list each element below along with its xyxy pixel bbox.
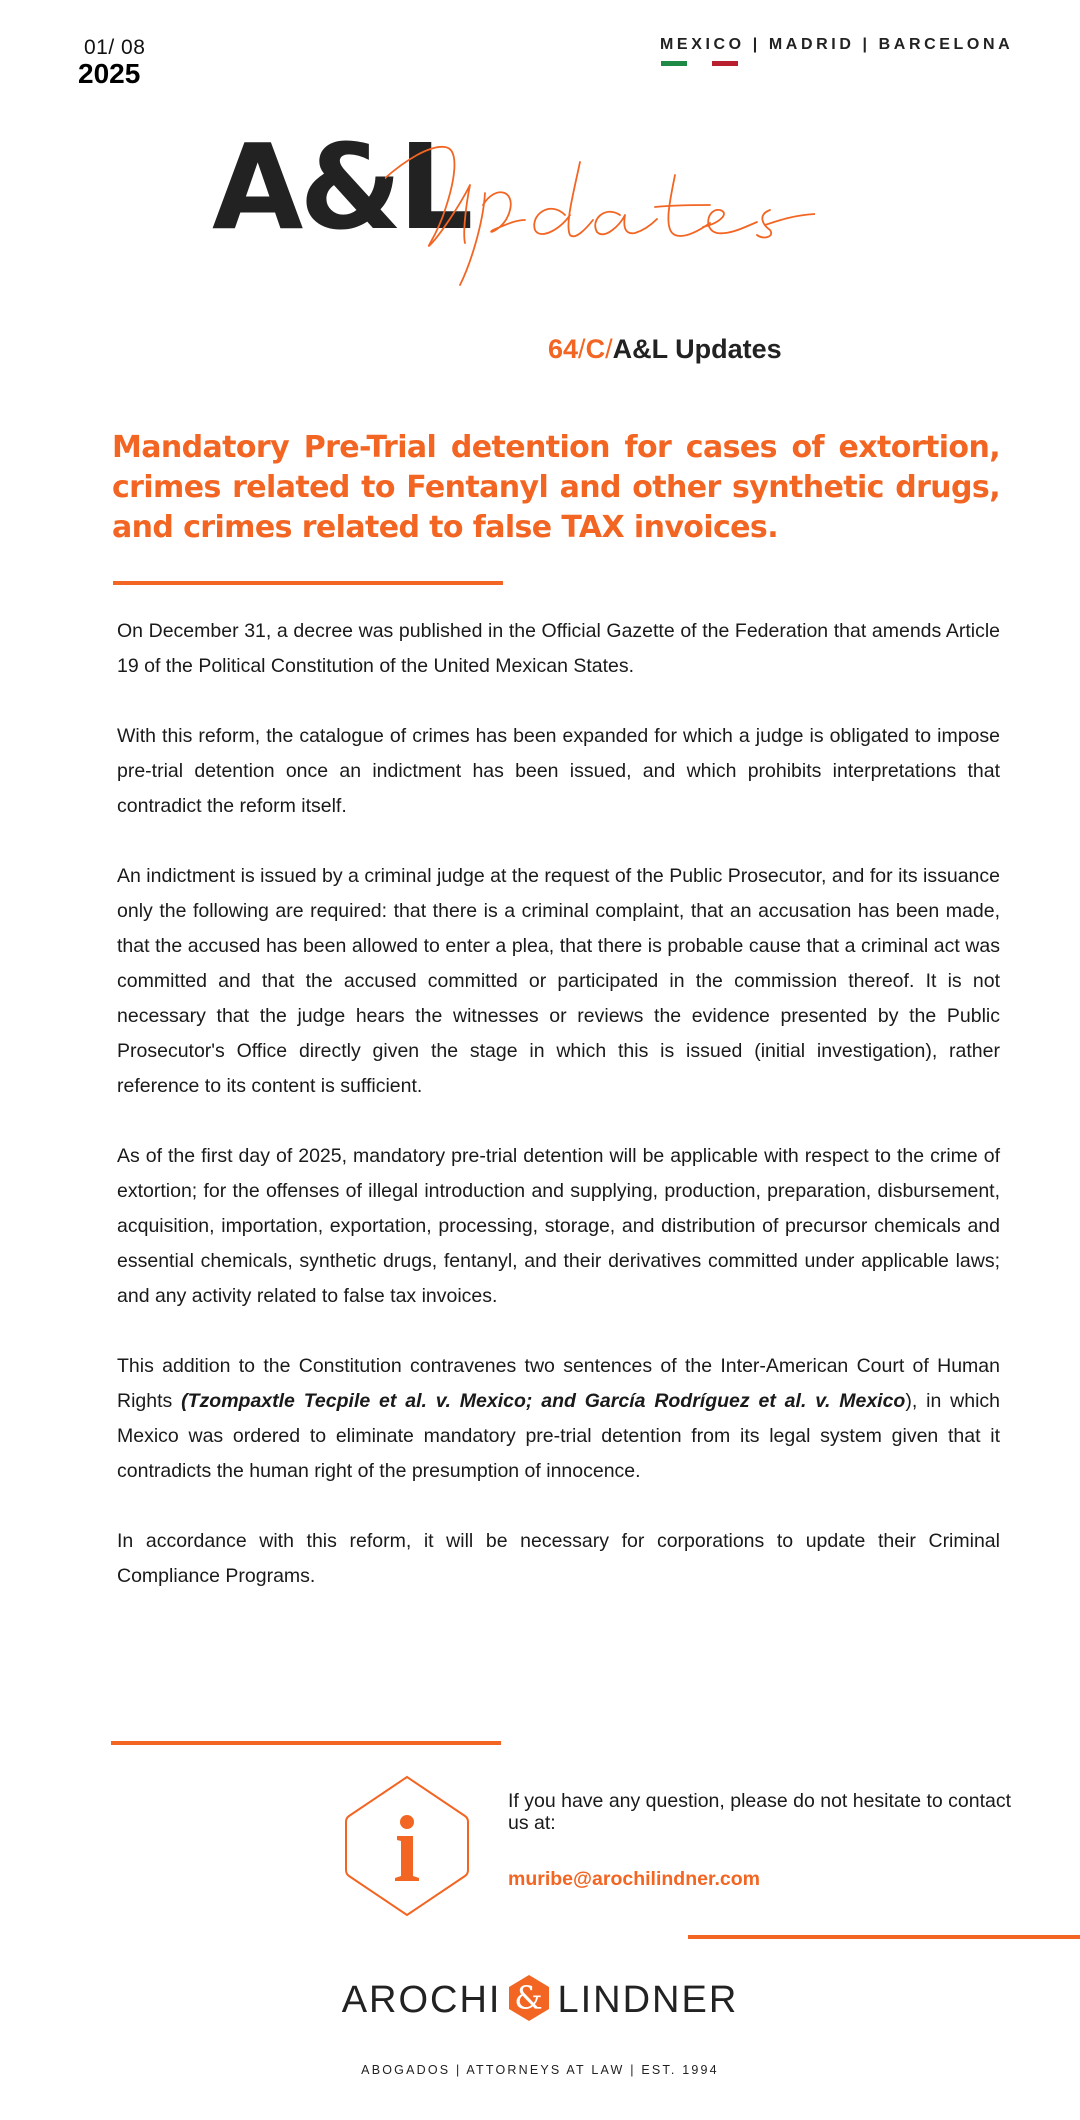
issue-subtitle	[548, 334, 782, 365]
article-title: Mandatory Pre-Trial detention for cases of extortion, crimes related to Fentanyl and other synthetic drugs, and crimes related to false TAX invoices.	[112, 430, 1000, 545]
paragraph: With this reform, the catalogue of crimes has been expanded for which a judge is obligated to impose pre-trial detention once an indictment has been issued, and which prohibits interpretations that contradict the reform itself.	[117, 725, 1000, 817]
paragraph-text: This addition to the Constitution contravenes two sentences of the Inter-American Court of Human Rights	[117, 1355, 1000, 1412]
firm-tagline: ABOGADOS | ATTORNEYS AT LAW | EST. 1994	[361, 2063, 719, 2077]
ampersand-hexagon-icon	[507, 1974, 551, 2022]
article-body	[117, 614, 1000, 1594]
case-citation: (Tzompaxtle Tecpile et al. v. Mexico; and García Rodríguez et al. v. Mexico	[181, 1390, 906, 1412]
divider	[688, 1935, 1080, 1939]
paragraph: As of the first day of 2025, mandatory pre-trial detention will be applicable with respect to the crime of extortion; for the offenses of illegal introduction and supplying, production, preparation, disbursement, acquisition, importation, exportation, processing, storage, and distribution of precursor chemicals and essential chemicals, synthetic drugs, fentanyl, and their derivatives committed under applicable laws; and any activity related to false tax invoices.	[117, 1145, 1000, 1307]
updates-script-logo	[385, 135, 815, 295]
issue-year: 2025	[78, 58, 141, 89]
divider	[111, 1741, 501, 1745]
contact-message: If you have any question, please do not hesitate to contact us at:	[508, 1790, 1012, 1834]
paragraph	[117, 1349, 1000, 1489]
paragraph: An indictment is issued by a criminal judge at the request of the Public Prosecutor, and for its issuance only the following are required: that there is a criminal complaint, that an accusation has been made, that the accused has been allowed to enter a plea, that there is probable cause that a criminal act was committed and that the accused committed or participated in the commission thereof. It is not necessary that the judge hears the witnesses or reviews the evidence presented by the Public Prosecutor's Office directly given the stage in which this is issued (initial investigation), rather reference to its content is sufficient.	[117, 865, 1000, 1097]
spain-flag-stripe	[712, 61, 738, 66]
info-icon	[343, 1774, 471, 1918]
contact-email-link[interactable]: muribe@arochilindner.com	[508, 1868, 760, 1890]
separator: /	[605, 334, 613, 364]
divider	[113, 581, 503, 585]
paragraph: In accordance with this reform, it will be necessary for corporations to update their Criminal Compliance Programs.	[117, 1530, 1000, 1587]
separator: /	[578, 334, 586, 364]
firm-name-right: LINDNER	[557, 1979, 739, 2022]
paragraph: On December 31, a decree was published in the Official Gazette of the Federation that amends Article 19 of the Political Constitution of the United Mexican States.	[117, 620, 1000, 677]
issue-date: 01/ 08	[84, 36, 146, 59]
office-locations: MEXICO | MADRID | BARCELONA	[660, 36, 1014, 53]
firm-name-left: AROCHI	[341, 1979, 502, 2022]
paragraph-text: ), in which Mexico was ordered to eliminate mandatory pre-trial detention from its legal system given that it contradicts the human right of the presumption of innocence.	[117, 1390, 1000, 1482]
mexico-flag-stripe	[661, 61, 687, 66]
issue-letter: C	[585, 334, 606, 364]
al-logo-wordmark: A&L	[212, 118, 470, 256]
firm-logo	[0, 1978, 1080, 2026]
firm-ampersand: &	[514, 1979, 545, 2017]
publication-name: A&L Updates	[612, 334, 782, 364]
issue-number: 64	[548, 334, 579, 364]
